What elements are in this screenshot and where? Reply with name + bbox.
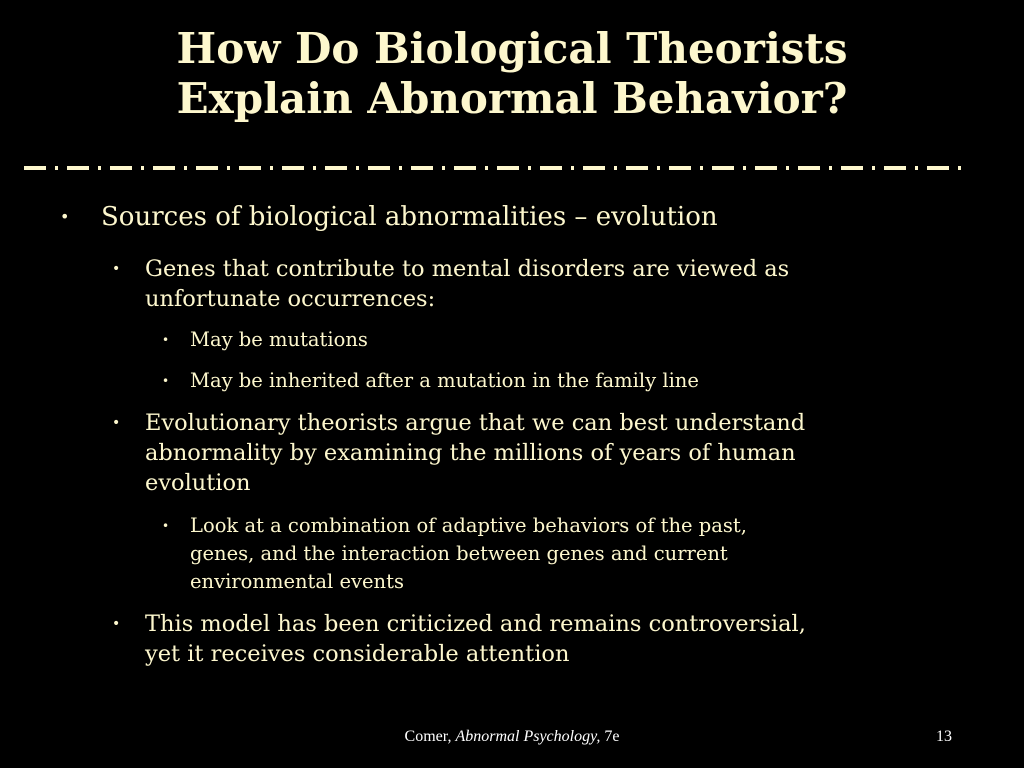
divider-dash bbox=[669, 166, 691, 170]
divider-dash bbox=[325, 166, 347, 170]
footer-edition: 7e bbox=[600, 728, 620, 745]
divider-dash bbox=[497, 166, 519, 170]
divider-dot bbox=[270, 166, 273, 170]
divider-dash bbox=[841, 166, 863, 170]
page-number: 13 bbox=[936, 728, 952, 745]
bullet-dot: • bbox=[162, 374, 170, 388]
divider-dash bbox=[282, 166, 304, 170]
divider-dot bbox=[743, 166, 746, 170]
divider-dash bbox=[24, 166, 46, 170]
bullet-text: Evolutionary theorists argue that we can best understand abnormality by examining the millions of years of human evolution bbox=[145, 410, 806, 496]
bullet-text: May be mutations bbox=[190, 328, 368, 351]
divider-dot bbox=[184, 166, 187, 170]
divider-dot bbox=[786, 166, 789, 170]
bullet-dot: • bbox=[112, 261, 121, 277]
divider-dot bbox=[700, 166, 703, 170]
divider-dash bbox=[196, 166, 218, 170]
divider-dash bbox=[798, 166, 820, 170]
divider-dash bbox=[626, 166, 648, 170]
title-divider bbox=[24, 160, 974, 174]
divider-dash bbox=[67, 166, 89, 170]
divider-dot bbox=[872, 166, 875, 170]
divider-dot bbox=[313, 166, 316, 170]
divider-dot bbox=[141, 166, 144, 170]
divider-dot bbox=[829, 166, 832, 170]
divider-dot bbox=[657, 166, 660, 170]
footer-source bbox=[0, 728, 1024, 746]
bullet-text: Sources of biological abnormalities – evolution bbox=[101, 202, 718, 232]
bullet-text: This model has been criticized and remains controversial, yet it receives considerable attention bbox=[145, 611, 806, 667]
divider-dot bbox=[442, 166, 445, 170]
divider-dash bbox=[110, 166, 132, 170]
divider-dash bbox=[239, 166, 261, 170]
divider-dash bbox=[884, 166, 906, 170]
divider-dot bbox=[915, 166, 918, 170]
divider-dash bbox=[454, 166, 476, 170]
footer-book-title: Abnormal Psychology, bbox=[455, 728, 601, 745]
divider-dot bbox=[958, 166, 961, 170]
divider-dot bbox=[399, 166, 402, 170]
divider-dash bbox=[927, 166, 949, 170]
divider-dot bbox=[55, 166, 58, 170]
slide-title bbox=[0, 24, 1024, 124]
bullet-dot: • bbox=[112, 415, 121, 431]
divider-dot bbox=[356, 166, 359, 170]
bullet-dot: • bbox=[112, 616, 121, 632]
divider-dot bbox=[614, 166, 617, 170]
divider-dash bbox=[540, 166, 562, 170]
divider-dash bbox=[368, 166, 390, 170]
bullet-text: Look at a combination of adaptive behaviors of the past, genes, and the interaction between genes and current environmental events bbox=[190, 514, 747, 593]
footer-author: Comer, bbox=[404, 728, 456, 745]
divider-dash bbox=[153, 166, 175, 170]
divider-dot bbox=[485, 166, 488, 170]
title-line-1: How Do Biological Theorists bbox=[176, 24, 848, 73]
divider-dash bbox=[583, 166, 605, 170]
bullet-dot: • bbox=[162, 519, 170, 533]
divider-dot bbox=[98, 166, 101, 170]
bullet-dot: • bbox=[60, 207, 70, 226]
divider-dot bbox=[528, 166, 531, 170]
divider-dot bbox=[227, 166, 230, 170]
bullet-text: Genes that contribute to mental disorders are viewed as unfortunate occurrences: bbox=[145, 256, 790, 312]
divider-dash bbox=[755, 166, 777, 170]
bullet-dot: • bbox=[162, 333, 170, 347]
divider-dot bbox=[571, 166, 574, 170]
divider-dash bbox=[712, 166, 734, 170]
title-line-2: Explain Abnormal Behavior? bbox=[176, 74, 848, 123]
divider-dash bbox=[411, 166, 433, 170]
bullet-text: May be inherited after a mutation in the family line bbox=[190, 369, 699, 392]
